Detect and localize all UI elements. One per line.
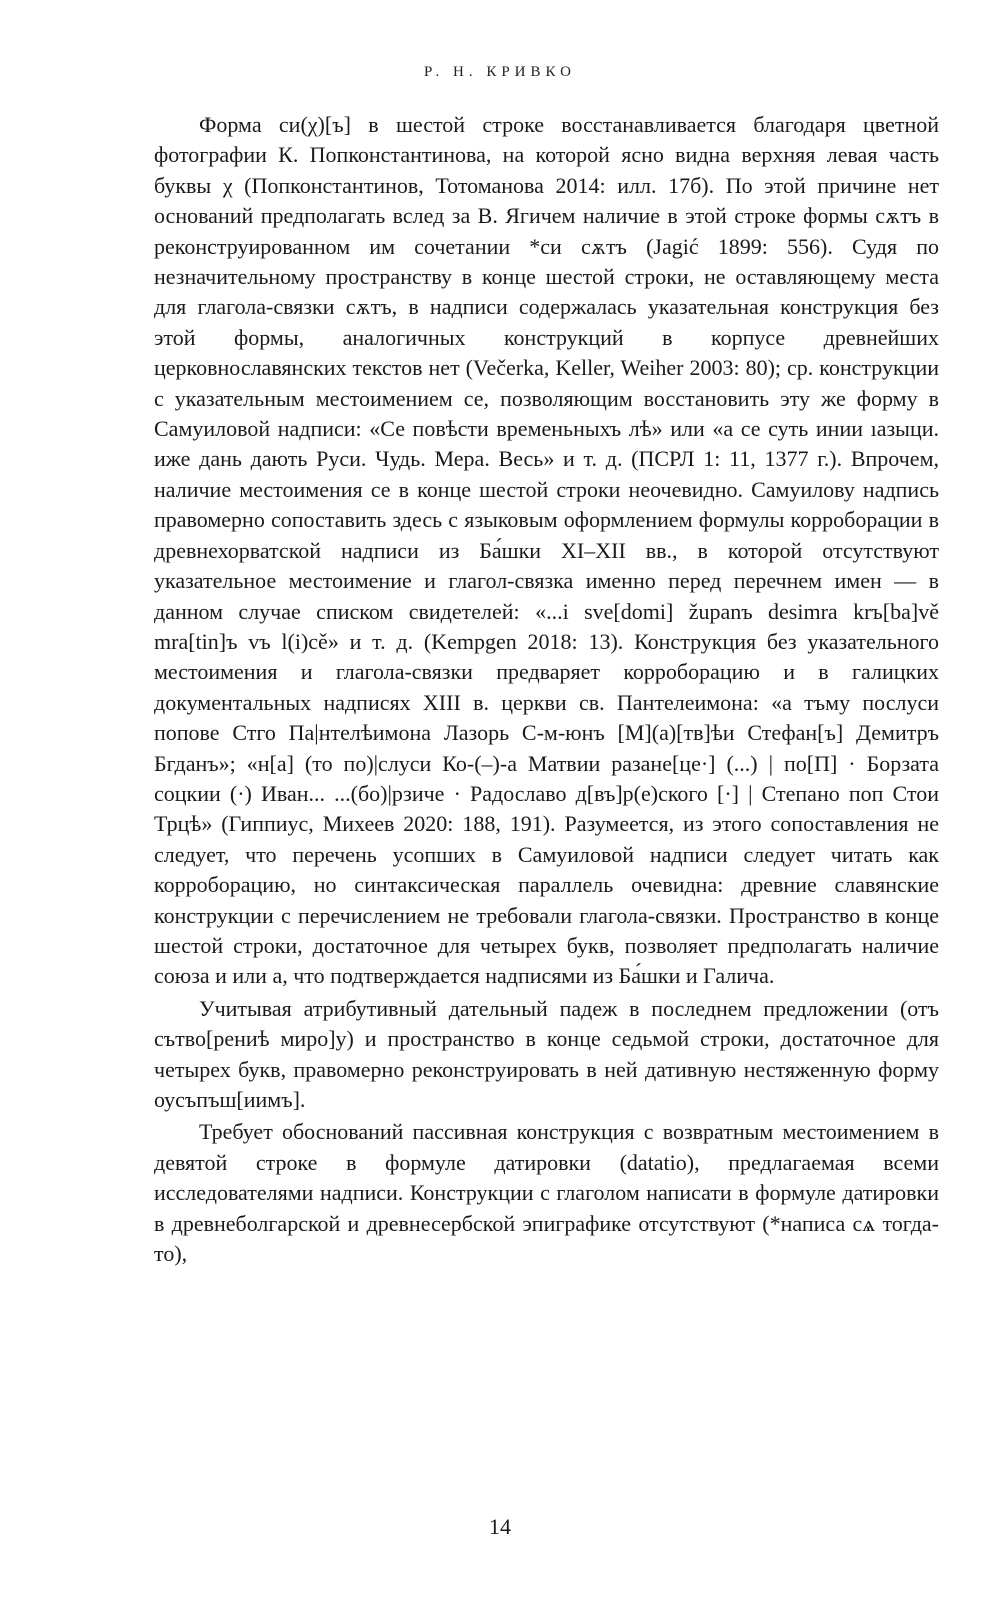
paragraph: Учитывая атрибутивный дательный падеж в последнем предложении (отъ сътво[рениѣ миро]у) и пространство в конце седьмой строки, достаточное для четырех букв, правомерно реконструировать в ней дативную нестяженную форму оусъпъш[иимъ]. [154,995,939,1112]
page-number: 14 [489,1514,511,1539]
body-text [154,110,939,1269]
paragraph: Требует обоснований пассивная конструкция с возвратным местоимением в девятой строке в формуле датировки (datatio), предлагаемая всеми исследователями надписи. Конструкции с глаголом написати в формуле датировки в древнеболгарской и древнесербской эпиграфике отсутствуют (*написа сѧ тогда-то), [154,1119,939,1267]
paragraph: Форма си(χ)[ъ] в шестой строке восстанавливается благодаря цветной фотографии К. Попконстантинова, на которой ясно видна верхняя левая часть буквы χ (Попконстантинов, Тотоманова 2014: илл. 17б). По этой причине нет оснований предполагать вслед за В. Ягичем наличие в этой строке формы сѫтъ в реконструированном им сочетании *си сѫтъ (Jagić 1899: 556). Судя по незначительному пространству в конце шестой строки, не оставляющему места для глагола-связки сѫтъ, в надписи содержалась указательная конструкция без этой формы, аналогичных конструкций в корпусе древнейших церковнославянских текстов нет (Večerka, Keller, Weiher 2003: 80); ср. конструкции с указательным местоимением се, позволяющим восстановить эту же форму в Самуиловой надписи: «Се повѣсти временьныхъ лѣ» или «а се суть инии ıазыци. иже дань дають Руси. Чудь. Мера. Весь» и т. д. (ПСРЛ 1: 11, 1377 г.). Впрочем, наличие местоимения се в конце шестой строки неочевидно. Самуилову надпись правомерно сопоставить здесь с языковым оформлением формулы корроборации в древнехорватской надписи из Ба́шки XI–XII вв., в которой отсутствуют указательное местоимение и глагол-связка именно перед перечнем имен — в данном случае списком свидетелей: «...i sve[domi] županъ desimra krъ[ba]vě mra[tin]ъ vъ l(i)cě» и т. д. (Kempgen 2018: 13). Конструкция без указательного местоимения и глагола-связки предваряет корроборацию и в галицких документальных надписях XIII в. церкви св. Пантелеимона: «а тъму послуси попове Стго Па|нтелѣимона Лазорь С-м-юнъ [М](а)[тв]ѣи Стефан[ъ] Демитръ Бгданъ»; «н[а] (то по)|слуси Ко-(–)-а Матвии разане[це·] (...) | по[П] · Борзата соцкии (·) Иван... ...(бо)|рзиче · Радославо д[въ]р(е)ского [·] | Степано поп Стои Трцѣ» (Гиппиус, Михеев 2020: 188, 191). Разумеется, из этого сопоставления не следует, что перечень усопших в Самуиловой надписи следует читать как корроборацию, но синтаксическая параллель очевидна: древние славянские конструкции с перечислением не требовали глагола-связки. Пространство в конце шестой строки, достаточное для четырех букв, позволяет предполагать наличие союза и или а, что подтверждается надписями из Ба́шки и Галича. [154,112,939,989]
running-head: Р. Н. КРИВКО [424,64,576,80]
